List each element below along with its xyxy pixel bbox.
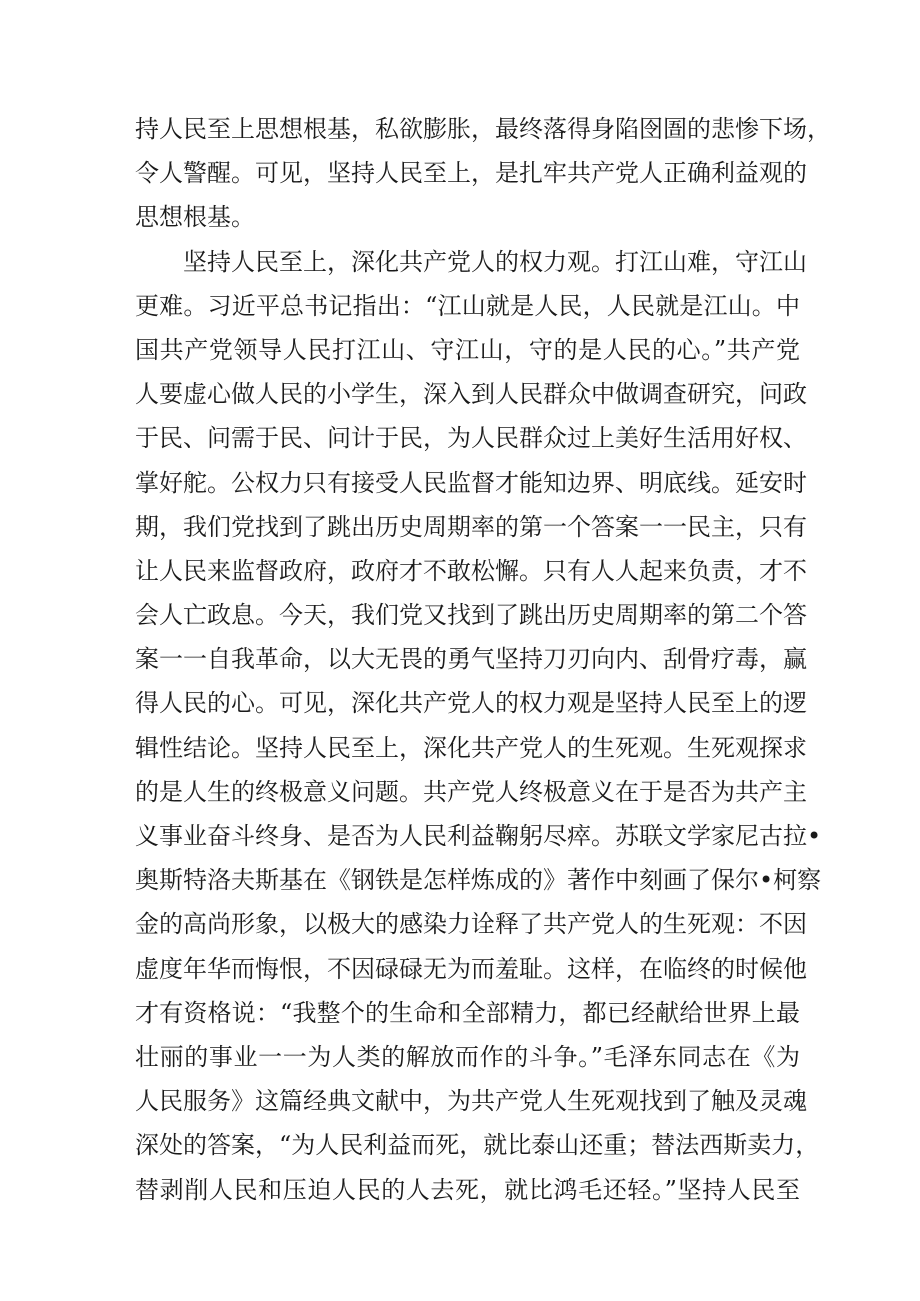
paragraph-start-line: 坚持人民至上，深化共产党人的权力观。打江山难，守江山 bbox=[183, 247, 807, 276]
text-line: 金的高尚形象，以极大的感染力诠释了共产党人的生死观：不因 bbox=[135, 910, 807, 939]
document-body bbox=[135, 107, 831, 1212]
text-line: 更难。习近平总书记指出：“江山就是人民，人民就是江山。中 bbox=[135, 291, 800, 320]
text-line: 的是人生的终极意义问题。共产党人终极意义在于是否为共产主 bbox=[135, 777, 807, 806]
text-line: 持人民至上思想根基，私欲膨胀，最终落得身陷囹圄的悲惨下场， bbox=[135, 115, 831, 143]
text-line: 会人亡政息。今天，我们党又找到了跳出历史周期率的第二个答 bbox=[135, 601, 807, 630]
text-line: 于民、问需于民、问计于民，为人民群众过上美好生活用好权、 bbox=[135, 424, 807, 453]
text-line: 期，我们党找到了跳出历史周期率的第一个答案一一民主，只有 bbox=[135, 512, 807, 541]
text-line: 奥斯特洛夫斯基在《钢铁是怎样炼成的》著作中刻画了保尔•柯察 bbox=[135, 866, 822, 895]
text-line: 案一一自我革命，以大无畏的勇气坚持刀刃向内、刮骨疗毒，赢 bbox=[135, 645, 807, 674]
text-line: 壮丽的事业一一为人类的解放而作的斗争。”毛泽东同志在《为 bbox=[135, 1042, 800, 1071]
text-line: 义事业奋斗终身、是否为人民利益鞠躬尽瘁。苏联文学家尼古拉• bbox=[135, 822, 822, 850]
text-line: 思想根基。 bbox=[135, 203, 255, 232]
text-line: 才有资格说：“我整个的生命和全部精力，都已经献给世界上最 bbox=[135, 998, 800, 1027]
text-line: 深处的答案，“为人民利益而死，就比泰山还重；替法西斯卖力， bbox=[135, 1131, 820, 1160]
text-line: 替剥削人民和压迫人民的人去死，就比鸿毛还轻。”坚持人民至 bbox=[135, 1175, 800, 1204]
text-line: 国共产党领导人民打江山、守江山，守的是人民的心。”共产党 bbox=[135, 335, 800, 364]
text-line: 人民服务》这篇经典文献中，为共产党人生死观找到了触及灵魂 bbox=[135, 1087, 807, 1116]
text-line: 令人警醒。可见，坚持人民至上，是扎牢共产党人正确利益观的 bbox=[135, 159, 807, 188]
text-line: 辑性结论。坚持人民至上，深化共产党人的生死观。生死观探求 bbox=[135, 733, 807, 762]
text-line: 让人民来监督政府，政府才不敢松懈。只有人人起来负责，才不 bbox=[135, 556, 807, 585]
text-line: 虚度年华而悔恨，不因碌碌无为而羞耻。这样，在临终的时候他 bbox=[135, 954, 807, 983]
text-line: 人要虚心做人民的小学生，深入到人民群众中做调查研究，问政 bbox=[135, 380, 807, 409]
text-line: 掌好舵。公权力只有接受人民监督才能知边界、明底线。延安时 bbox=[135, 468, 807, 497]
text-line: 得人民的心。可见，深化共产党人的权力观是坚持人民至上的逻 bbox=[135, 689, 807, 718]
